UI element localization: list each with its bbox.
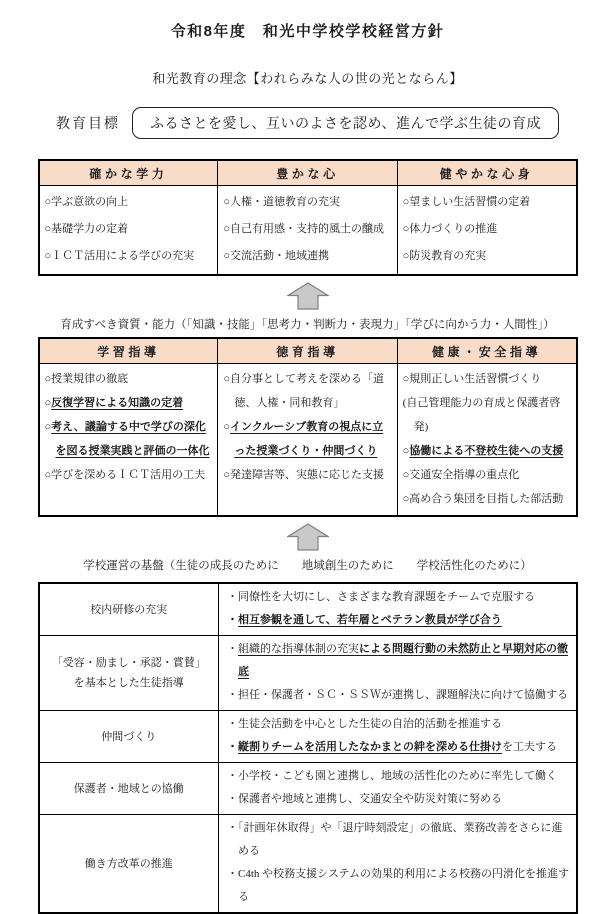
up-arrow-icon	[287, 523, 329, 556]
table-cell	[39, 364, 218, 517]
list-item: ○規則正しい生活習慣づくり	[402, 373, 542, 385]
table-cell	[218, 186, 397, 276]
list-item: ○ＩＣＴ活用による学びの充実	[44, 250, 195, 262]
table-cell	[39, 186, 218, 276]
goal-text-box: ふるさとを愛し、互いのよさを認め、進んで学ぶ生徒の育成	[132, 107, 559, 139]
column-header: 徳育指導	[218, 338, 397, 364]
column-header: 健やかな心身	[397, 160, 576, 186]
row-bullets	[219, 763, 577, 815]
competencies-caption: 育成すべき資質・能力（「知識・技能」「思考力・判断力・表現力」「学びに向かう力・人間性」）	[60, 319, 555, 331]
text-segment: ○	[402, 445, 410, 457]
table-cell	[397, 364, 576, 517]
table-cell	[218, 364, 397, 517]
foundation-table	[38, 582, 578, 914]
list-item: ○自己有用感・支持的風土の醸成	[223, 223, 384, 235]
table-row	[39, 763, 577, 815]
text-segment: ○	[44, 421, 52, 433]
row-label: 校内研修の充実	[39, 583, 219, 636]
foundation-caption: 学校運営の基盤（生徒の成長のために 地域創生のために 学校活性化のために）	[83, 560, 532, 572]
text-segment: ・	[227, 741, 238, 753]
list-item: ・C4th や校務支援システムの効果的利用による校務の円滑化を推進する	[227, 868, 570, 903]
pillars-table	[38, 159, 578, 276]
table-row	[39, 815, 577, 914]
text-segment: 相互参観を通して、若年層とベテラン教員が学び合う	[238, 614, 502, 626]
row-label: 「受容・励まし・承認・賞賛」を基本とした生徒指導	[39, 636, 219, 711]
text-segment: 考え、議論する中で学びの深化を図る授業実践と評価の一体化	[51, 421, 210, 457]
table-row	[39, 636, 577, 711]
list-item: ○体力づくりの推進	[402, 223, 498, 235]
text-segment: ・	[227, 643, 238, 655]
list-item: ・生徒会活動を中心とした生徒の自治的活動を推進する	[227, 718, 502, 730]
column-header: 確かな学力	[39, 160, 218, 186]
row-label: 働き方改革の推進	[39, 815, 219, 914]
list-item: ・担任・保護者・ＳＣ・ＳＳＷが連携し、課題解決に向けて協働する	[227, 689, 568, 701]
list-item: ○望ましい生活習慣の定着	[402, 196, 531, 208]
list-item: ・同僚性を大切にし、さまざまな教育課題をチームで克服する	[227, 591, 535, 603]
list-item: ○学びを深めるＩＣＴ活用の工夫	[44, 469, 206, 481]
list-item	[403, 439, 572, 463]
table-row	[39, 186, 577, 276]
row-bullets	[219, 815, 577, 914]
list-item: ○高め合う集団を目指した部活動	[402, 493, 564, 505]
table-cell	[397, 186, 576, 276]
row-label: 保護者・地域との協働	[39, 763, 219, 815]
list-item	[45, 391, 214, 415]
text-segment: インクルーシブ教育の視点に立った授業づくり・仲間づくり	[229, 421, 384, 457]
list-item	[227, 609, 570, 632]
list-item: ○学ぶ意欲の向上	[44, 196, 129, 208]
text-segment: を工夫する	[502, 741, 557, 753]
list-item: ・小学校・こども園と連携し、地域の活性化のために率先して働く	[227, 770, 557, 782]
text-segment: 縦割りチームを活用したなかまとの絆を深める仕掛け	[238, 741, 502, 753]
column-header: 学習指導	[39, 338, 218, 364]
row-bullets	[219, 636, 577, 711]
text-segment: 協働による不登校生徒への支援	[409, 445, 564, 457]
column-header: 健康・安全指導	[397, 338, 576, 364]
list-item	[45, 415, 214, 463]
text-segment: ・	[227, 614, 238, 626]
list-item	[227, 638, 570, 684]
row-label: 仲間づくり	[39, 711, 219, 763]
list-item: ○基礎学力の定着	[44, 223, 129, 235]
header-row	[39, 160, 577, 186]
goal-label: 教育目標	[56, 117, 120, 132]
text-segment: 組織的な指導体制の充実	[238, 643, 359, 655]
list-item: (自己管理能力の育成と保護者啓発)	[402, 397, 561, 433]
text-segment: 反復学習による知識の定着	[51, 397, 184, 409]
list-item: ・「計画年休取得」や「退庁時刻設定」の徹底、業務改善をさらに進める	[227, 822, 563, 857]
guidance-table	[38, 337, 578, 517]
table-row	[39, 711, 577, 763]
text-segment: ○	[223, 421, 230, 433]
up-arrow-icon	[287, 282, 329, 315]
list-item: ・保護者や地域と連携し、交通安全や防災対策に努める	[227, 793, 502, 805]
list-item	[223, 415, 392, 463]
philosophy-text: 和光教育の理念【われらみな人の世の光とならん】	[152, 71, 463, 86]
table-row	[39, 583, 577, 636]
header-row	[39, 338, 577, 364]
page-title: 令和8年度 和光中学校学校経営方針	[170, 23, 445, 40]
column-header: 豊かな心	[218, 160, 397, 186]
list-item: ○人権・道徳教育の充実	[223, 196, 340, 208]
list-item: ○自分事として考えを深める「道徳、人権・同和教育」	[223, 373, 384, 409]
list-item: ○防災教育の充実	[402, 250, 487, 262]
row-bullets	[219, 711, 577, 763]
row-bullets	[219, 583, 577, 636]
list-item	[227, 736, 570, 759]
list-item: ○授業規律の徹底	[44, 373, 129, 385]
list-item: ○交通安全指導の重点化	[402, 469, 520, 481]
list-item: ○交流活動・地域連携	[223, 250, 329, 262]
text-segment: による問題行動の未然防止と早期対応の徹底	[238, 643, 568, 678]
education-goal-row	[56, 107, 559, 139]
table-row	[39, 364, 577, 517]
text-segment: ○	[44, 397, 52, 409]
list-item: ○発達障害等、実態に応じた支援	[223, 469, 384, 481]
